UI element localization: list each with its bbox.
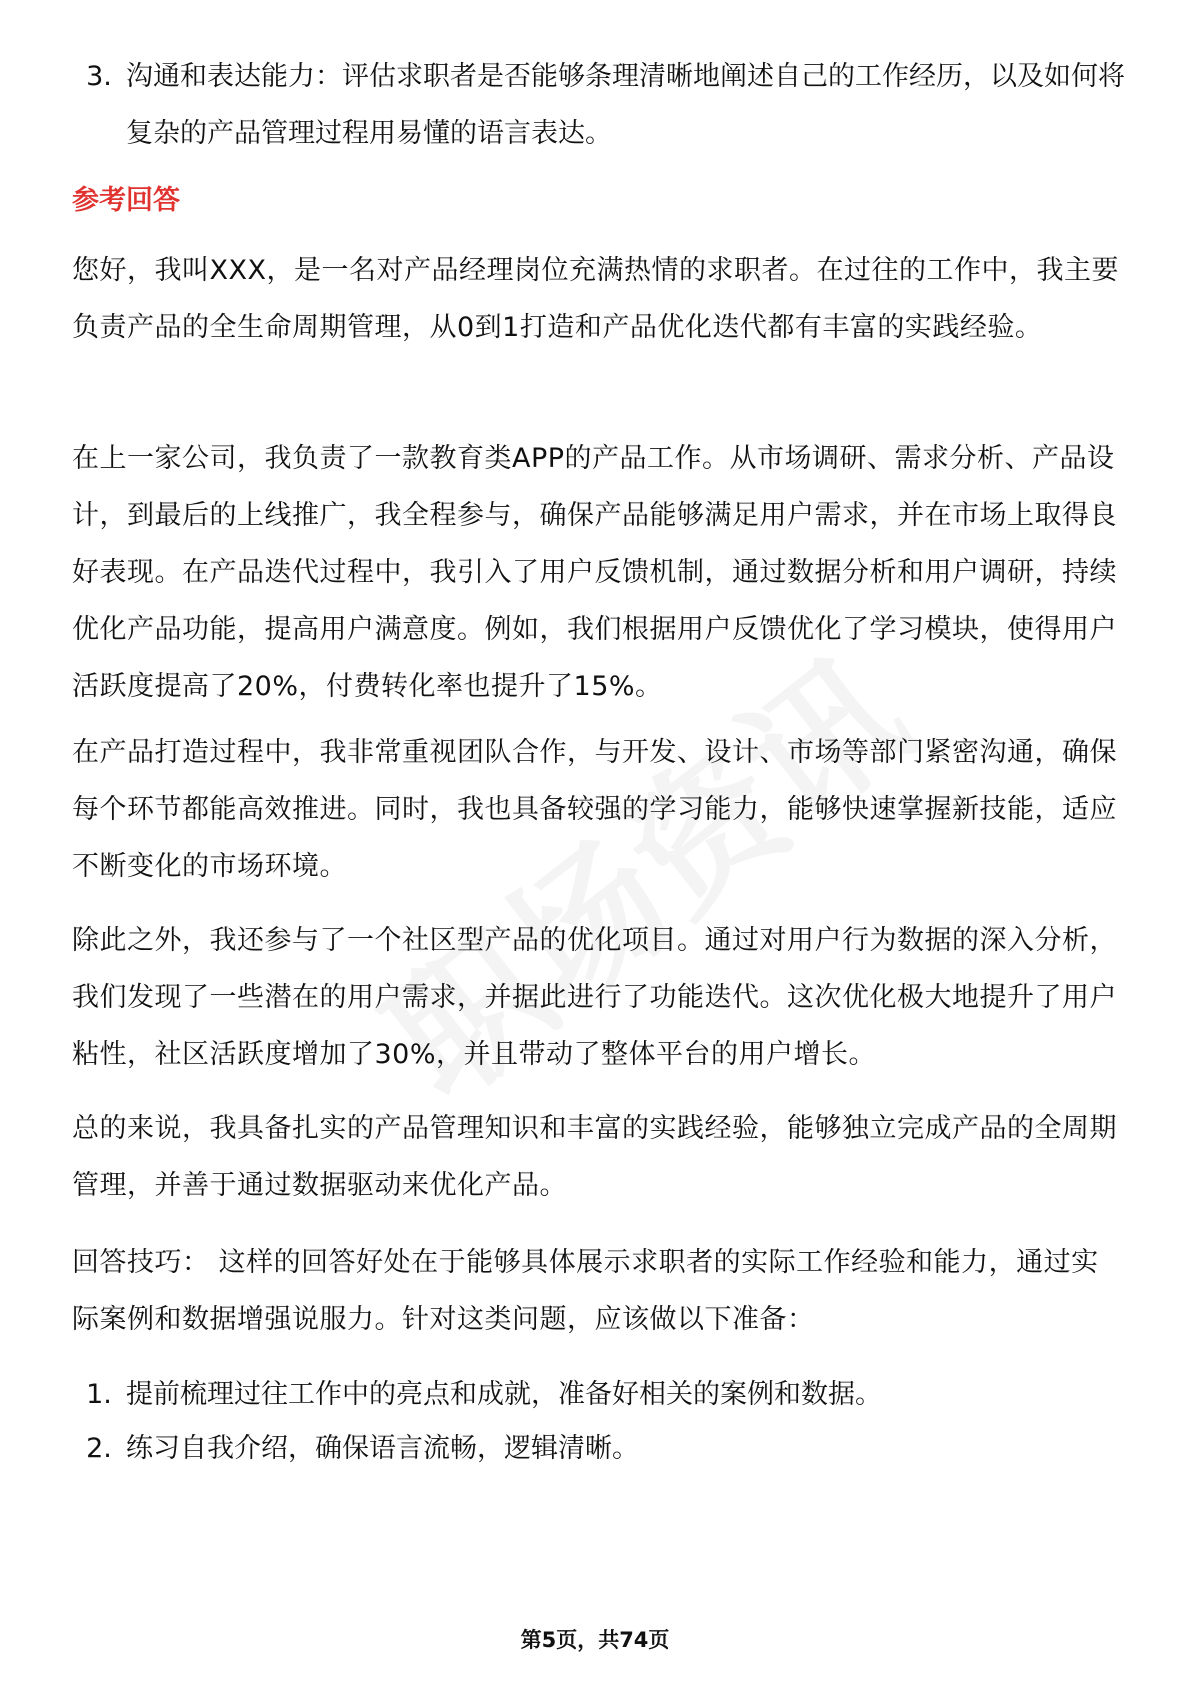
list-text: 练习自我介绍，确保语言流畅，逻辑清晰。: [126, 1433, 639, 1464]
list-text: 提前梳理过往工作中的亮点和成就，准备好相关的案例和数据。: [126, 1379, 882, 1410]
paragraph-summary: 总的来说，我具备扎实的产品管理知识和丰富的实践经验，能够独立完成产品的全周期管理，并善于通过数据驱动来优化产品。: [72, 1113, 1117, 1201]
tip-list-item: [72, 1420, 1132, 1477]
paragraph-answer-tips: 回答技巧： 这样的回答好处在于能够具体展示求职者的实际工作经验和能力，通过实际案例和数据增强说服力。针对这类问题，应该做以下准备：: [72, 1247, 1099, 1335]
answer-heading: 参考回答: [72, 185, 180, 216]
paragraph-experience: 在上一家公司，我负责了一款教育类APP的产品工作。从市场调研、需求分析、产品设计，到最后的上线推广，我全程参与，确保产品能够满足用户需求，并在市场上取得良好表现。在产品迭代过程中，我引入了用户反馈机制，通过数据分析和用户调研，持续优化产品功能，提高用户满意度。例如，我们根据用户反馈优化了学习模块，使得用户活跃度提高了20%，付费转化率也提升了15%。: [72, 443, 1117, 702]
list-number: 1.: [86, 1379, 112, 1410]
paragraph-community-project: 除此之外，我还参与了一个社区型产品的优化项目。通过对用户行为数据的深入分析，我们发现了一些潜在的用户需求，并据此进行了功能迭代。这次优化极大地提升了用户粘性，社区活跃度增加了30%，并且带动了整体平台的用户增长。: [72, 925, 1117, 1070]
criteria-list-item: [72, 48, 1132, 162]
list-text: 沟通和表达能力：评估求职者是否能够条理清晰地阐述自己的工作经历，以及如何将复杂的产品管理过程用易懂的语言表达。: [126, 61, 1125, 149]
list-number: 2.: [86, 1433, 112, 1464]
paragraph-intro: 您好，我叫XXX，是一名对产品经理岗位充满热情的求职者。在过往的工作中，我主要负责产品的全生命周期管理，从0到1打造和产品优化迭代都有丰富的实践经验。: [72, 255, 1119, 343]
page-footer: 第5页，共74页: [520, 1628, 670, 1652]
tip-list-item: [72, 1366, 1132, 1423]
list-number: 3.: [86, 61, 112, 92]
paragraph-teamwork: 在产品打造过程中，我非常重视团队合作，与开发、设计、市场等部门紧密沟通，确保每个环节都能高效推进。同时，我也具备较强的学习能力，能够快速掌握新技能，适应不断变化的市场环境。: [72, 737, 1117, 882]
